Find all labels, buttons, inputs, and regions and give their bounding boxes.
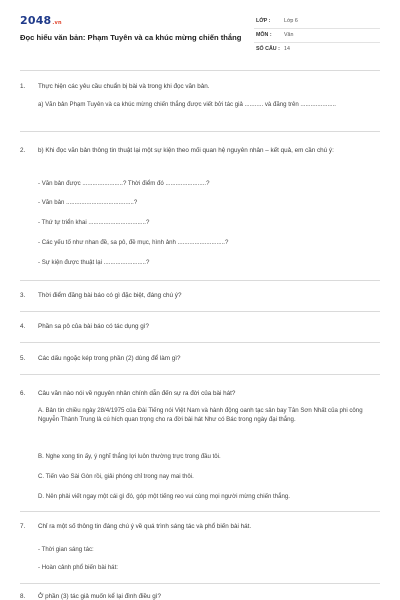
q6-option-c: C. Tiến vào Sài Gòn rồi, giải phóng chỉ trong nay mai thôi.: [38, 473, 194, 480]
question-number: 4.: [20, 323, 26, 330]
meta-value: Lớp 6: [284, 18, 298, 24]
meta-key: MÔN :: [256, 32, 272, 38]
meta-row-count: [254, 42, 380, 56]
question-number: 8.: [20, 593, 26, 600]
divider: [20, 131, 380, 132]
divider: [20, 583, 380, 584]
q7-item: - Thời gian sáng tác:: [38, 546, 94, 553]
question-2: [20, 146, 380, 166]
question-1: [20, 82, 380, 92]
question-text: Phần sa pô của bài báo có tác dụng gì?: [38, 323, 149, 330]
meta-value: 14: [284, 46, 290, 52]
divider: [20, 342, 380, 343]
site-logo[interactable]: [20, 14, 62, 27]
logo-tld: .vn: [52, 20, 62, 26]
question-number: 5.: [20, 355, 26, 362]
q1-part-a: a) Văn bản Phạm Tuyên và ca khúc mừng chiến thắng được viết bởi tác giả ........... và đăng trên .....................: [38, 101, 336, 108]
meta-key: LỚP :: [256, 18, 271, 24]
worksheet-header: [0, 0, 400, 66]
meta-value: Văn: [284, 32, 294, 38]
question-number: 6.: [20, 390, 26, 397]
page-title: Đọc hiểu văn bản: Phạm Tuyên và ca khúc mừng chiến thắng: [20, 33, 242, 42]
q2-item: - Văn bản ........................................?: [38, 199, 138, 206]
question-number: 7.: [20, 523, 26, 530]
question-number: 2.: [20, 147, 26, 154]
question-number: 3.: [20, 292, 26, 299]
meta-key: SỐ CÂU :: [256, 46, 280, 52]
question-text: b) Khi đọc văn bản thông tin thuật lại một sự kiện theo mối quan hệ nguyên nhân – kết quả, em cần chú ý:: [38, 147, 334, 154]
q7-item: - Hoàn cảnh phổ biến bài hát:: [38, 564, 118, 571]
q6-option-d: D. Nên phải viết ngay một cái gì đó, góp một tiếng reo vui cùng mọi người mừng chiến thắng.: [38, 493, 290, 500]
question-text: Ở phần (3) tác giả muốn kể lại đình điều gì?: [38, 593, 162, 600]
meta-row-class: [254, 14, 380, 29]
divider: [20, 374, 380, 375]
question-text: Các dấu ngoặc kép trong phần (2) dùng để làm gì?: [38, 355, 181, 362]
question-number: 1.: [20, 83, 26, 90]
divider: [20, 511, 380, 512]
divider: [20, 311, 380, 312]
question-text: Thời điểm đăng bài báo có gì đặc biệt, đáng chú ý?: [38, 292, 182, 299]
question-text: Chỉ ra một số thông tin đáng chú ý về quá trình sáng tác và phổ biến bài hát.: [38, 523, 252, 530]
q2-item: - Sự kiện được thuật lại .........................?: [38, 259, 150, 266]
q6-option-b: B. Nghe xong tin ấy, ý nghĩ thắng lợi luôn thường trực trong đầu tôi.: [38, 453, 221, 460]
q2-item: - Thứ tự triển khai ..................................?: [38, 219, 150, 226]
q2-item: - Các yếu tố như nhan đề, sa pô, đề mục, hình ảnh ............................?: [38, 239, 229, 246]
question-8: [20, 592, 380, 600]
question-text: Thực hiện các yêu cầu chuẩn bị bài và trong khi đọc văn bản.: [38, 83, 210, 90]
meta-row-subject: [254, 28, 380, 43]
divider: [20, 280, 380, 281]
question-text: Câu văn nào nói về nguyên nhân chính dẫn đến sự ra đời của bài hát?: [38, 390, 236, 397]
divider: [20, 70, 380, 71]
q2-item: - Văn bản được ........................? Thời điểm đó ........................?: [38, 180, 210, 187]
q6-option-a: A. Bản tin chiều ngày 28/4/1975 của Đài Tiếng nói Việt Nam và hành động oanh tạc sân bay Tân Sơn Nhất của phi công Nguyễn Thành Trung là cú hích quan trọng cho ra đời bài hát Như có Bác trong ngày đại thắng.: [38, 407, 363, 424]
logo-text: 2048: [20, 14, 52, 27]
